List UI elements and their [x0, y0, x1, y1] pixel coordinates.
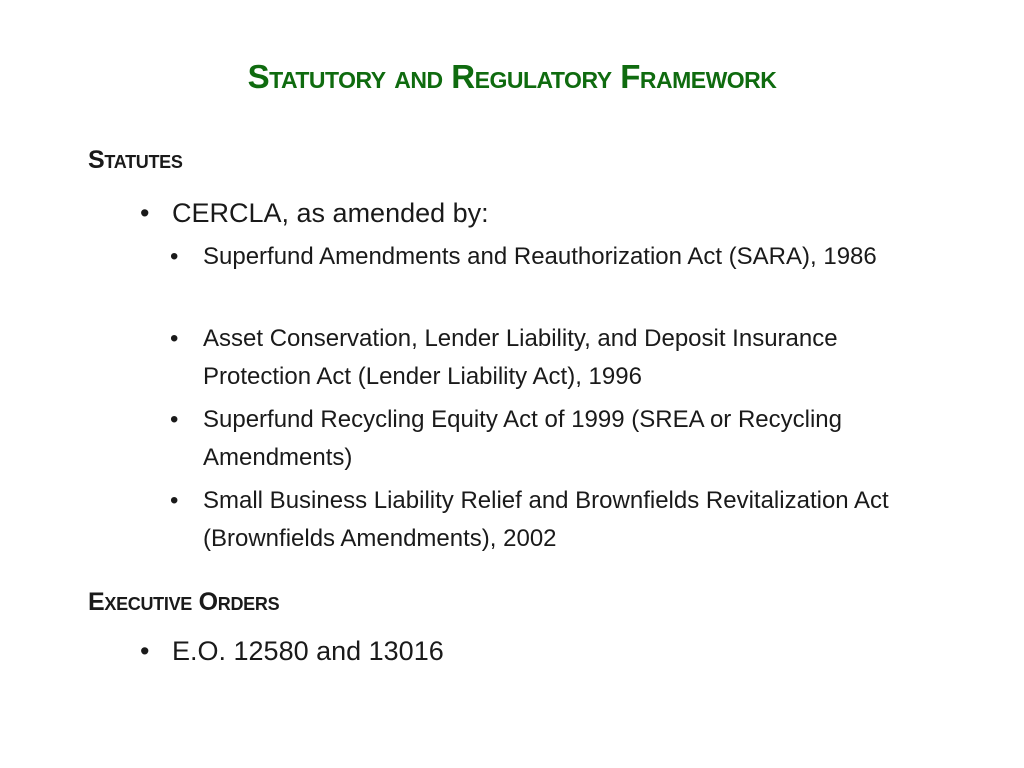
list-item-brownfields — [170, 482, 930, 558]
list-item-text: Asset Conservation, Lender Liability, and Deposit Insurance Protection Act (Lender Liability Act), 1996 — [203, 325, 838, 390]
list-item-text: Small Business Liability Relief and Brownfields Revitalization Act (Brownfields Amendments), 2002 — [203, 487, 889, 552]
bullet-icon: • — [140, 636, 150, 666]
list-item-cercla — [140, 196, 489, 230]
bullet-icon: • — [170, 243, 179, 270]
list-item-text: Superfund Recycling Equity Act of 1999 (SREA or Recycling Amendments) — [203, 406, 842, 471]
statutes-heading: Statutes — [88, 146, 183, 174]
list-item-text: CERCLA, as amended by: — [172, 198, 489, 228]
bullet-icon: • — [170, 487, 179, 514]
list-item-executive-orders — [140, 634, 444, 668]
slide-title: Statutory and Regulatory Framework — [247, 58, 777, 95]
list-item-sara — [170, 238, 930, 276]
executive-orders-heading: Executive Orders — [88, 588, 280, 616]
list-item-text: E.O. 12580 and 13016 — [172, 636, 444, 666]
list-item-text: Superfund Amendments and Reauthorization Act (SARA), 1986 — [203, 243, 877, 270]
bullet-icon: • — [170, 406, 179, 433]
list-item-lender-liability — [170, 320, 930, 396]
bullet-icon: • — [140, 198, 150, 228]
list-item-srea — [170, 401, 930, 477]
bullet-icon: • — [170, 325, 179, 352]
